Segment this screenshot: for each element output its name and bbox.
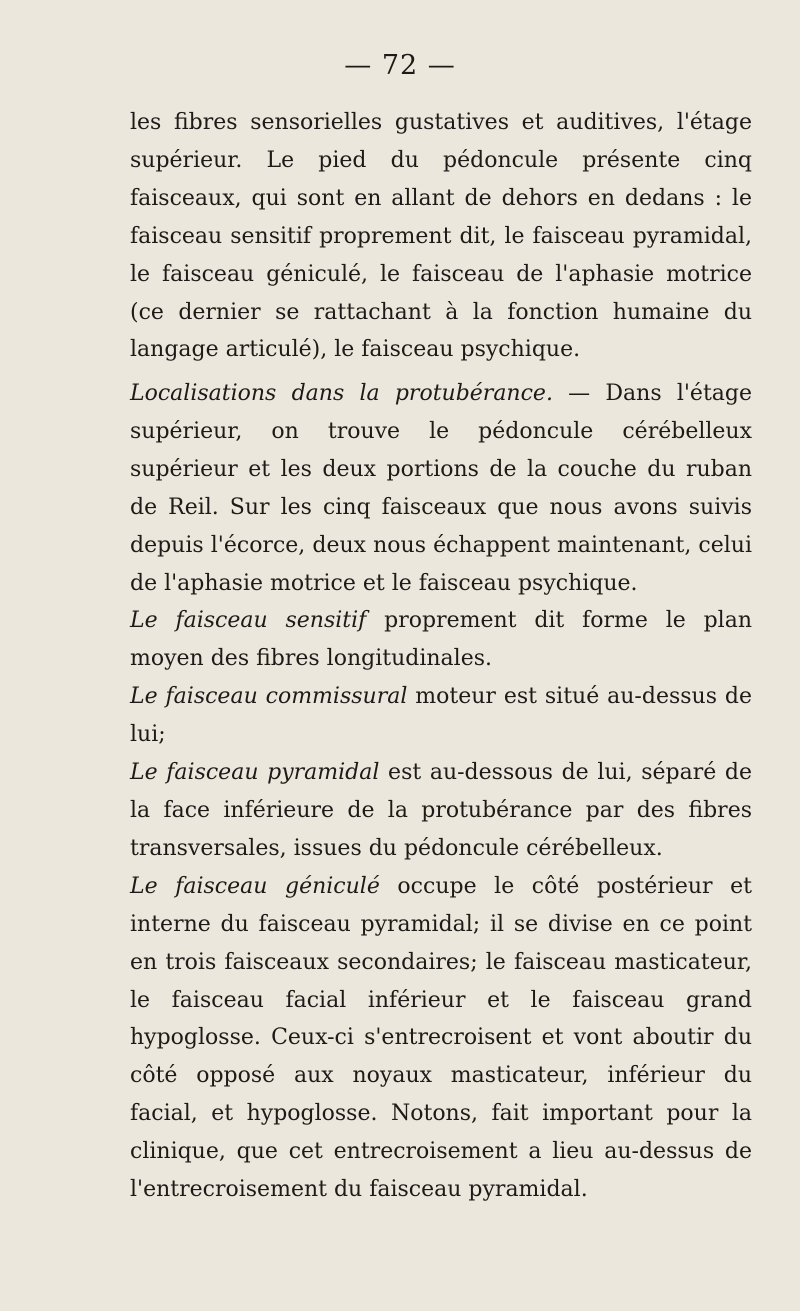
paragraph-4-lead: Le faisceau commissural: [130, 684, 408, 710]
paragraph-6-lead: Le faisceau géniculé: [130, 873, 380, 899]
paragraph-2-text: — Dans l'étage supérieur, on trouve le pédoncule cérébelleux supérieur et les deux portions de la couche du ruban de Reil. Sur les cinq faisceaux que nous avons suivis depuis l'écorce, deux nous échappent maintenant, celui de l'aphasie motrice et le faisceau psychique.: [130, 381, 752, 596]
paragraph-5-text: est au-dessous de lui, séparé de la face inférieure de la protubérance par des fibres transversales, issues du pédoncule cérébelleux.: [130, 760, 752, 861]
paragraph-6: [130, 868, 752, 1209]
paragraph-1: les fibres sensorielles gustatives et auditives, l'étage supérieur. Le pied du pédoncule présente cinq faisceaux, qui sont en allant de dehors en dedans : le faisceau sensitif proprement dit, le faisceau pyramidal, le faisceau géniculé, le faisceau de l'aphasie motrice (ce dernier se rattachant à la fonction humaine du langage articulé), le faisceau psychique.: [130, 110, 752, 363]
paragraph-1-block: [130, 104, 752, 369]
page-number: — 72 —: [344, 50, 456, 81]
paragraph-2: [130, 375, 752, 602]
paragraph-4-text: moteur est situé au-dessus de lui;: [130, 684, 752, 748]
paragraph-6-text: occupe le côté postérieur et interne du faisceau pyramidal; il se divise en ce point en trois faisceaux secondaires; le faisceau masticateur, le faisceau facial inférieur et le faisceau grand hypoglosse. Ceux-ci s'entrecroisent et vont aboutir du côté opposé aux noyaux masticateur, inférieur du facial, et hypoglosse. Notons, fait important pour la clinique, que cet entrecroisement a lieu au-dessus de l'entrecroisement du faisceau pyramidal.: [130, 873, 752, 1203]
paragraph-3: [130, 602, 752, 678]
paragraph-3-lead: Le faisceau sensitif: [130, 608, 367, 634]
paragraph-5-lead: Le faisceau pyramidal: [130, 760, 380, 786]
paragraph-5: [130, 754, 752, 868]
paragraph-4: [130, 678, 752, 754]
paragraph-3-text: proprement dit forme le plan moyen des fibres longitudinales.: [130, 608, 752, 672]
main-text-block: [130, 375, 752, 1209]
paragraph-2-heading: Localisations dans la protubérance.: [130, 381, 553, 406]
